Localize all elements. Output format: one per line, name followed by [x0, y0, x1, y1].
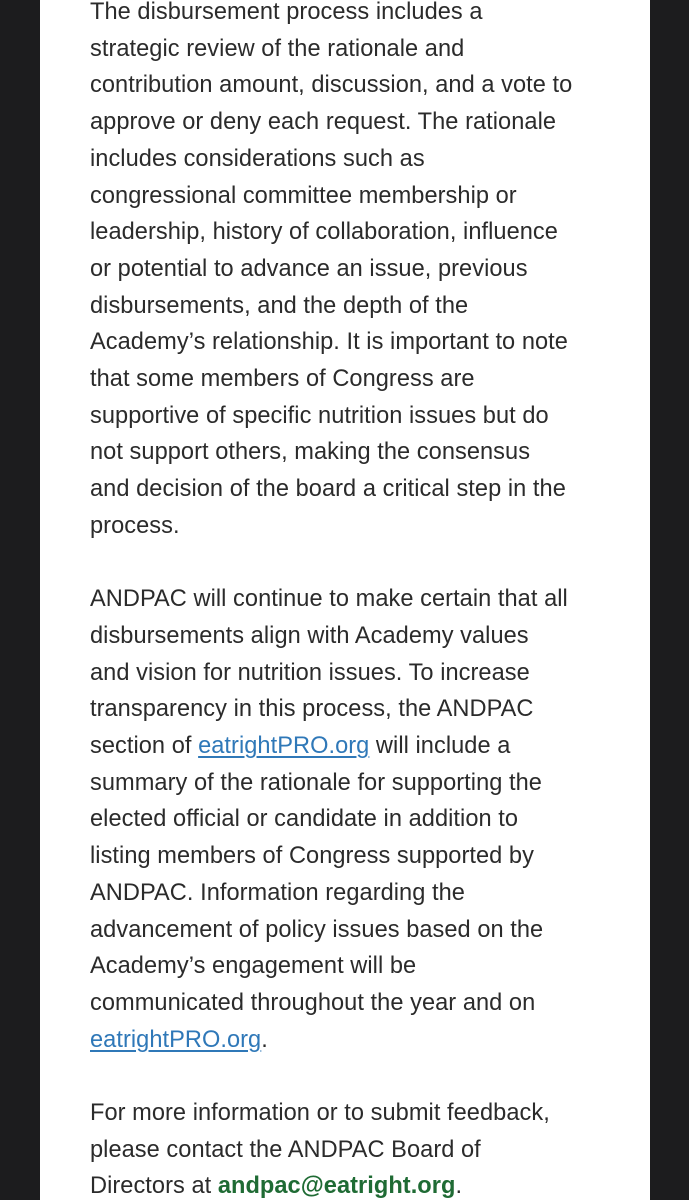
- text-line: please contact the ANDPAC Board of: [90, 1136, 481, 1163]
- text-line: ANDPAC. Information regarding the: [90, 879, 465, 906]
- text-line: that some members of Congress are: [90, 366, 475, 393]
- email-body: [90, 0, 610, 1200]
- paragraph-disbursement-process: [90, 0, 610, 545]
- paragraph-contact: [90, 1095, 610, 1200]
- text-fragment: will include a: [369, 733, 511, 760]
- text-line: ANDPAC will continue to make certain that all: [90, 586, 568, 613]
- left-frame-edge: [0, 0, 40, 1200]
- text-fragment: .: [261, 1026, 268, 1053]
- text-line-with-link: [90, 728, 610, 765]
- text-line: Academy’s engagement will be: [90, 953, 417, 980]
- email-content-panel: [40, 0, 650, 1200]
- text-line: disbursements, and the depth of the: [90, 292, 469, 319]
- text-line: advancement of policy issues based on the: [90, 916, 544, 943]
- text-line-with-email: [90, 1168, 610, 1200]
- text-line: contribution amount, discussion, and a vote to: [90, 72, 573, 99]
- text-line: leadership, history of collaboration, influence: [90, 219, 558, 246]
- text-line: process.: [90, 512, 180, 539]
- eatrightpro-link[interactable]: eatrightPRO.org: [90, 1026, 262, 1053]
- text-line: includes considerations such as: [90, 145, 425, 172]
- text-line: disbursements align with Academy values: [90, 622, 529, 649]
- text-line: elected official or candidate in addition to: [90, 806, 519, 833]
- text-line: supportive of specific nutrition issues but do: [90, 402, 549, 429]
- text-fragment: section of: [90, 733, 199, 760]
- text-line: transparency in this process, the ANDPAC: [90, 696, 534, 723]
- text-line: For more information or to submit feedback,: [90, 1100, 550, 1127]
- text-line: or potential to advance an issue, previous: [90, 255, 528, 282]
- eatrightpro-link[interactable]: eatrightPRO.org: [198, 733, 370, 760]
- text-line: congressional committee membership or: [90, 182, 517, 209]
- text-line: and decision of the board a critical step in the: [90, 476, 566, 503]
- text-fragment: .: [455, 1173, 463, 1200]
- text-line: and vision for nutrition issues. To increase: [90, 659, 530, 686]
- text-line: The disbursement process includes a: [90, 0, 483, 25]
- right-frame-edge: [650, 0, 689, 1200]
- paragraph-andpac-transparency: [90, 581, 610, 1058]
- text-line: approve or deny each request. The rationale: [90, 109, 557, 136]
- text-line: listing members of Congress supported by: [90, 843, 534, 870]
- text-line: communicated throughout the year and on: [90, 989, 536, 1016]
- text-line: not support others, making the consensus: [90, 439, 531, 466]
- text-fragment: Directors at: [90, 1173, 218, 1200]
- text-line: strategic review of the rationale and: [90, 35, 465, 62]
- text-line: summary of the rationale for supporting the: [90, 769, 542, 796]
- andpac-email-link[interactable]: andpac@eatright.org: [217, 1173, 456, 1200]
- text-line: Academy’s relationship. It is important to note: [90, 329, 568, 356]
- text-line-with-link: [90, 1022, 610, 1059]
